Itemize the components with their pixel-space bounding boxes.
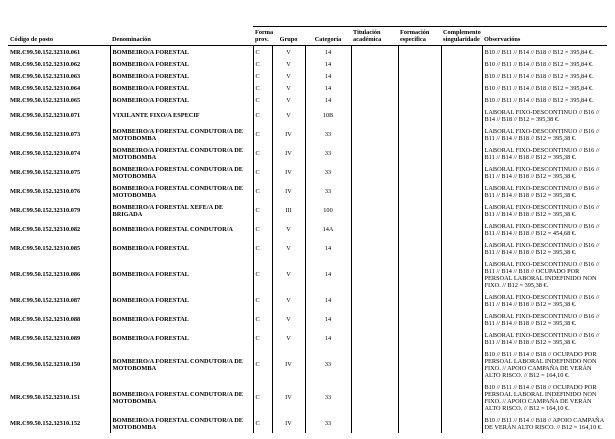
- cell-forma-prov: C: [253, 310, 272, 329]
- cell-observacions: LABORAL FIXO-DESCONTINUO // B16 // B11 // B14 // B18 // B12 = 454,68 €.: [482, 220, 607, 239]
- table-row: [8, 106, 607, 125]
- cell-complemento: [441, 144, 482, 163]
- table-row: [8, 291, 607, 310]
- cell-codigo: MR.C99.50.152.32310.089: [10, 335, 81, 342]
- cell-titulacion: [351, 46, 398, 59]
- cell-codigo: MR.C99.50.152.32310.063: [10, 72, 81, 80]
- cell-forma-prov: C: [253, 291, 272, 310]
- cell-codigo: MR.C99.50.152.32310.073: [10, 131, 81, 138]
- cell-grupo: V: [272, 220, 305, 239]
- cell-complemento: [441, 381, 482, 414]
- cell-formacion: [398, 144, 441, 163]
- cell-denominacion: BOMBEIRO/A FORESTAL: [110, 94, 253, 106]
- cell-complemento: [441, 70, 482, 82]
- cell-grupo: IV: [272, 144, 305, 163]
- cell-denominacion: BOMBEIRO/A FORESTAL CONDUTOR/A DE MOTOBOMBA: [110, 182, 253, 201]
- table-row: [8, 182, 607, 201]
- cell-titulacion: [351, 125, 398, 144]
- cell-titulacion: [351, 258, 398, 291]
- cell-codigo: MR.C99.50.152.32310.075: [10, 169, 81, 176]
- cell-titulacion: [351, 414, 398, 433]
- cell-codigo: MR.C99.50.152.32310.079: [10, 207, 81, 214]
- cell-formacion: [398, 46, 441, 59]
- cell-forma-prov: C: [253, 239, 272, 258]
- column-header-denominacion: Denominación: [110, 27, 253, 46]
- table-row: [8, 258, 607, 291]
- cell-denominacion: BOMBEIRO/A FORESTAL CONDUTOR/A: [110, 220, 253, 239]
- cell-observacions: B10 // B11 // B14 // B18 // B12 = 395,84 €.: [482, 46, 607, 59]
- cell-categoria: 14: [305, 258, 351, 291]
- cell-observacions: LABORAL FIXO-DESCONTINUO // B16 // B11 // B14 // B18 // B12 = 395,38 €.: [482, 144, 607, 163]
- cell-formacion: [398, 163, 441, 182]
- cell-forma-prov: C: [253, 144, 272, 163]
- cell-grupo: V: [272, 106, 305, 125]
- cell-codigo: MR.C99.50.152.32310.150: [10, 361, 81, 368]
- cell-grupo: V: [272, 239, 305, 258]
- cell-grupo: V: [272, 310, 305, 329]
- table-row: [8, 381, 607, 414]
- cell-grupo: IV: [272, 414, 305, 433]
- cell-observacions: LABORAL FIXO-DESCONTINUO // B16 // B11 // B14 // B18 // B12 = 395,38 €.: [482, 163, 607, 182]
- cell-formacion: [398, 70, 441, 82]
- cell-forma-prov: C: [253, 329, 272, 348]
- cell-denominacion: BOMBEIRO/A FORESTAL: [110, 239, 253, 258]
- cell-forma-prov: C: [253, 94, 272, 106]
- cell-denominacion: BOMBEIRO/A FORESTAL CONDUTOR/A DE MOTOBOMBA: [110, 381, 253, 414]
- table-row: [8, 348, 607, 381]
- cell-categoria: 10B: [305, 106, 351, 125]
- cell-titulacion: [351, 239, 398, 258]
- cell-titulacion: [351, 182, 398, 201]
- cell-complemento: [441, 329, 482, 348]
- cell-categoria: 33: [305, 414, 351, 433]
- table-row: [8, 70, 607, 82]
- cell-formacion: [398, 106, 441, 125]
- cell-forma-prov: C: [253, 82, 272, 94]
- cell-titulacion: [351, 70, 398, 82]
- cell-forma-prov: C: [253, 182, 272, 201]
- cell-denominacion: BOMBEIRO/A FORESTAL: [110, 258, 253, 291]
- cell-formacion: [398, 220, 441, 239]
- cell-titulacion: [351, 94, 398, 106]
- table-row: [8, 58, 607, 70]
- table-row: [8, 125, 607, 144]
- table-row: [8, 310, 607, 329]
- cell-formacion: [398, 381, 441, 414]
- cell-codigo: MR.C99.50.152.32310.065: [10, 96, 81, 104]
- cell-complemento: [441, 201, 482, 220]
- cell-codigo: MR.C99.50.152.32310.071: [10, 112, 81, 119]
- cell-categoria: 33: [305, 144, 351, 163]
- cell-grupo: V: [272, 70, 305, 82]
- cell-codigo: MR.C99.50.152.32310.086: [10, 271, 81, 278]
- cell-denominacion: BOMBEIRO/A FORESTAL: [110, 310, 253, 329]
- cell-observacions: LABORAL FIXO-DESCONTINUO // B16 // B11 // B14 // B18 // B12 = 395,38 €.: [482, 329, 607, 348]
- cell-observacions: B10 // B11 // B14 // B18 // OCUPADO POR PERSOAL LABORAL INDEFINIDO NON FIXO. // APOIO CAMPAÑA DE VERÁN ALTO RISCO. // B12 = 164,10 €.: [482, 348, 607, 381]
- cell-formacion: [398, 348, 441, 381]
- cell-formacion: [398, 310, 441, 329]
- cell-forma-prov: C: [253, 58, 272, 70]
- cell-complemento: [441, 220, 482, 239]
- table-header: [8, 27, 607, 46]
- cell-observacions: LABORAL FIXO-DESCONTINUO // B16 // B11 // B14 // B18 // B12 = 395,38 €.: [482, 310, 607, 329]
- column-header-titulacion: Titulación académica: [351, 27, 398, 46]
- cell-denominacion: BOMBEIRO/A FORESTAL: [110, 58, 253, 70]
- cell-observacions: LABORAL FIXO-DESCONTINUO // B16 // B11 // B14 // B18 // B12 = 395,38 €.: [482, 125, 607, 144]
- cell-forma-prov: C: [253, 381, 272, 414]
- cell-observacions: B10 // B11 // B14 // B18 // B12 = 395,84 €.: [482, 82, 607, 94]
- cell-titulacion: [351, 329, 398, 348]
- cell-denominacion: BOMBEIRO/A FORESTAL: [110, 70, 253, 82]
- cell-forma-prov: C: [253, 125, 272, 144]
- cell-codigo: MR.C99.50.152.32310.076: [10, 188, 81, 195]
- cell-categoria: 14: [305, 70, 351, 82]
- cell-forma-prov: C: [253, 220, 272, 239]
- posts-table: [8, 26, 607, 433]
- cell-categoria: 14: [305, 46, 351, 59]
- cell-denominacion: BOMBEIRO/A FORESTAL CONDUTOR/A DE MOTOBOMBA: [110, 414, 253, 433]
- cell-denominacion: VIXILANTE FIXO/A ESPECIF: [110, 106, 253, 125]
- cell-denominacion: BOMBEIRO/A FORESTAL CONDUTOR/A DE MOTOBOMBA: [110, 163, 253, 182]
- cell-codigo: MR.C99.50.152.32310.087: [10, 297, 81, 304]
- cell-titulacion: [351, 106, 398, 125]
- cell-formacion: [398, 291, 441, 310]
- cell-grupo: V: [272, 82, 305, 94]
- column-header-formacion: Formación específica: [398, 27, 441, 46]
- cell-categoria: 100: [305, 201, 351, 220]
- cell-codigo: MR.C99.50.152.32310.064: [10, 84, 81, 92]
- cell-formacion: [398, 82, 441, 94]
- cell-forma-prov: C: [253, 163, 272, 182]
- cell-codigo: MR.C99.50.152.32310.074: [10, 150, 81, 157]
- cell-observacions: B10 // B11 // B14 // B18 // B12 = 395,84 €.: [482, 70, 607, 82]
- cell-titulacion: [351, 348, 398, 381]
- cell-forma-prov: C: [253, 348, 272, 381]
- cell-forma-prov: C: [253, 201, 272, 220]
- cell-complemento: [441, 46, 482, 59]
- cell-forma-prov: C: [253, 414, 272, 433]
- cell-forma-prov: C: [253, 258, 272, 291]
- column-header-complemento: Complemento singularidade: [441, 27, 482, 46]
- cell-grupo: V: [272, 329, 305, 348]
- table-row: [8, 82, 607, 94]
- cell-formacion: [398, 182, 441, 201]
- cell-grupo: V: [272, 58, 305, 70]
- table-row: [8, 414, 607, 433]
- cell-formacion: [398, 329, 441, 348]
- cell-complemento: [441, 82, 482, 94]
- cell-titulacion: [351, 58, 398, 70]
- table-row: [8, 329, 607, 348]
- table-row: [8, 46, 607, 59]
- cell-categoria: 14: [305, 291, 351, 310]
- cell-complemento: [441, 239, 482, 258]
- table-body: [8, 46, 607, 434]
- cell-complemento: [441, 258, 482, 291]
- cell-observacions: B10 // B11 // B14 // B18 // OCUPADO POR PERSOAL LABORAL INDEFINIDO NON FIXO. // APOIO CAMPAÑA DE VERÁN ALTO RISCO. // B12 = 164,10 €.: [482, 381, 607, 414]
- cell-categoria: 14: [305, 239, 351, 258]
- cell-formacion: [398, 239, 441, 258]
- cell-titulacion: [351, 82, 398, 94]
- cell-categoria: 14: [305, 329, 351, 348]
- cell-categoria: 33: [305, 163, 351, 182]
- cell-observacions: LABORAL FIXO-DESCONTINUO // B16 // B11 // B14 // B18 // OCUPADO POR PERSOAL LABORAL INDEFINIDO NON FIXO. // B12 = 395,38 €.: [482, 258, 607, 291]
- cell-titulacion: [351, 163, 398, 182]
- column-header-categoria: Categoría: [305, 27, 351, 46]
- cell-complemento: [441, 125, 482, 144]
- cell-complemento: [441, 348, 482, 381]
- cell-observacions: LABORAL FIXO-DESCONTINUO // B16 // B11 // B14 // B18 // B12 = 395,38 €.: [482, 182, 607, 201]
- cell-formacion: [398, 94, 441, 106]
- cell-complemento: [441, 58, 482, 70]
- cell-titulacion: [351, 220, 398, 239]
- cell-categoria: 14: [305, 310, 351, 329]
- cell-grupo: IV: [272, 182, 305, 201]
- cell-denominacion: BOMBEIRO/A FORESTAL: [110, 329, 253, 348]
- header-row: [8, 27, 607, 46]
- cell-complemento: [441, 94, 482, 106]
- cell-denominacion: BOMBEIRO/A FORESTAL XEFE/A DE BRIGADA: [110, 201, 253, 220]
- cell-categoria: 33: [305, 381, 351, 414]
- cell-observacions: LABORAL FIXO-DESCONTINUO // B16 // B14 // B18 // B12 = 395,38 €.: [482, 106, 607, 125]
- column-header-observacions: Observacións: [482, 27, 607, 46]
- cell-titulacion: [351, 144, 398, 163]
- cell-categoria: 14: [305, 94, 351, 106]
- cell-codigo: MR.C99.50.152.32310.152: [10, 420, 81, 427]
- table-row: [8, 201, 607, 220]
- cell-grupo: V: [272, 46, 305, 59]
- cell-observacions: LABORAL FIXO-DESCONTINUO // B16 // B11 // B14 // B18 // B12 = 395,38 €.: [482, 201, 607, 220]
- cell-codigo: MR.C99.50.152.32310.082: [10, 226, 81, 233]
- cell-titulacion: [351, 310, 398, 329]
- table-row: [8, 220, 607, 239]
- table-row: [8, 144, 607, 163]
- cell-titulacion: [351, 381, 398, 414]
- cell-observacions: B10 // B11 // B14 // B18 // B12 = 395,84 €.: [482, 94, 607, 106]
- cell-denominacion: BOMBEIRO/A FORESTAL CONDUTOR/A DE MOTOBOMBA: [110, 348, 253, 381]
- cell-grupo: IV: [272, 348, 305, 381]
- cell-codigo: MR.C99.50.152.32310.088: [10, 316, 81, 323]
- cell-complemento: [441, 163, 482, 182]
- cell-formacion: [398, 125, 441, 144]
- cell-codigo: MR.C99.50.152.32310.151: [10, 394, 81, 401]
- cell-denominacion: BOMBEIRO/A FORESTAL: [110, 82, 253, 94]
- cell-denominacion: BOMBEIRO/A FORESTAL CONDUTOR/A DE MOTOBOMBA: [110, 125, 253, 144]
- column-header-grupo: Grupo: [272, 27, 305, 46]
- cell-denominacion: BOMBEIRO/A FORESTAL: [110, 291, 253, 310]
- cell-forma-prov: C: [253, 46, 272, 59]
- column-header-forma: Forma prov.: [253, 27, 272, 46]
- cell-forma-prov: C: [253, 106, 272, 125]
- cell-forma-prov: C: [253, 70, 272, 82]
- cell-observacions: B10 // B11 // B14 // B18 // B12 = 395,84 €.: [482, 58, 607, 70]
- cell-grupo: IV: [272, 163, 305, 182]
- cell-categoria: 33: [305, 125, 351, 144]
- cell-observacions: LABORAL FIXO-DESCONTINUO // B16 // B11 // B14 // B18 // B12 = 395,38 €.: [482, 291, 607, 310]
- cell-grupo: V: [272, 258, 305, 291]
- cell-categoria: 14: [305, 58, 351, 70]
- cell-complemento: [441, 182, 482, 201]
- cell-categoria: 14: [305, 82, 351, 94]
- cell-denominacion: BOMBEIRO/A FORESTAL: [110, 46, 253, 59]
- cell-categoria: 14A: [305, 220, 351, 239]
- cell-grupo: III: [272, 201, 305, 220]
- cell-categoria: 33: [305, 182, 351, 201]
- cell-formacion: [398, 414, 441, 433]
- cell-codigo: MR.C99.50.152.32310.085: [10, 245, 81, 252]
- cell-grupo: V: [272, 291, 305, 310]
- cell-formacion: [398, 258, 441, 291]
- cell-complemento: [441, 310, 482, 329]
- cell-formacion: [398, 58, 441, 70]
- cell-complemento: [441, 106, 482, 125]
- cell-denominacion: BOMBEIRO/A FORESTAL CONDUTOR/A DE MOTOBOMBA: [110, 144, 253, 163]
- table-row: [8, 94, 607, 106]
- cell-titulacion: [351, 201, 398, 220]
- cell-titulacion: [351, 291, 398, 310]
- cell-grupo: V: [272, 94, 305, 106]
- cell-codigo: MR.C99.50.152.32310.061: [10, 48, 81, 56]
- column-header-codigo: Código de posto: [8, 27, 110, 46]
- cell-grupo: IV: [272, 125, 305, 144]
- cell-codigo: MR.C99.50.152.32310.062: [10, 60, 81, 68]
- cell-observacions: LABORAL FIXO-DESCONTINUO // B16 // B11 // B14 // B18 // B12 = 395,38 €.: [482, 239, 607, 258]
- table-row: [8, 239, 607, 258]
- table-row: [8, 163, 607, 182]
- cell-complemento: [441, 414, 482, 433]
- cell-complemento: [441, 291, 482, 310]
- cell-grupo: IV: [272, 381, 305, 414]
- cell-categoria: 33: [305, 348, 351, 381]
- cell-observacions: B10 // B11 // B14 // B18 // APOIO CAMPAÑA DE VERÁN ALTO RISCO. // B12 = 164,10 €.: [482, 414, 607, 433]
- cell-formacion: [398, 201, 441, 220]
